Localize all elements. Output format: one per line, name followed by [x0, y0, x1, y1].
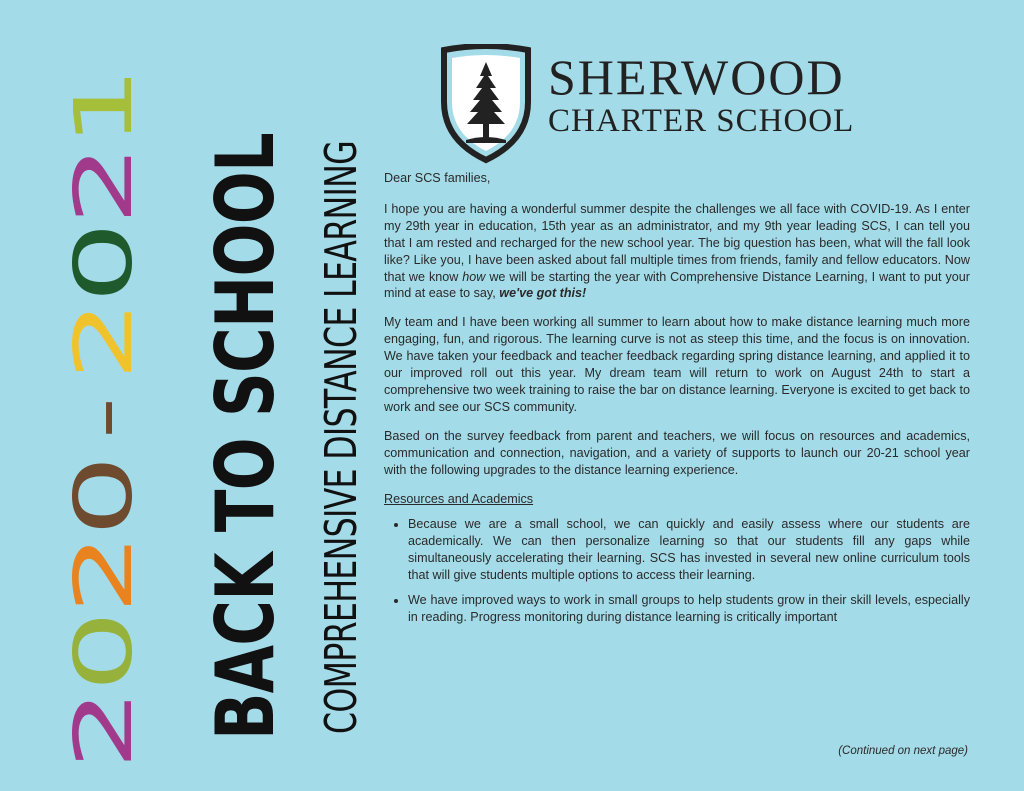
p1-text-b: we will be starting the year with Comprehensive Distance Learning, I want to put your mind at ease to say, [384, 269, 970, 301]
school-name [548, 49, 855, 140]
p1-strong-phrase: we've got this! [499, 286, 587, 301]
list-item: • Because we are a small school, we can quickly and easily assess where our students are academically. We can then personalize learning so that our students fill any gaps while simultaneously accelerating their learning. SCS has invested in several new online curriculum tools that will give students multiple options to access their learning. [408, 516, 970, 584]
year-digit: 2 [57, 143, 151, 226]
year-digit: 0 [57, 221, 151, 304]
letter-paragraph-1 [384, 201, 970, 302]
bullet-list [384, 516, 970, 625]
letter-paragraph-3: Based on the survey feedback from parent and teachers, we will focus on resources and academics, communication and connection, navigation, and a variety of supports to launch our 20-21 school year with the following upgrades to the distance learning experience. [384, 428, 970, 477]
p1-emphasis-how: how [462, 269, 486, 284]
school-name-line1: SHERWOOD [548, 49, 845, 105]
year-digit: 2 [57, 532, 151, 615]
year-digit: 0 [57, 455, 151, 537]
year-digit: 2 [57, 688, 151, 770]
list-item: • We have improved ways to work in small groups to help students grow in their skill levels, especially in reading. Progress monitoring during distance learning is critically important [408, 592, 970, 626]
section-heading-resources: Resources and Academics [384, 491, 534, 506]
year-digit: 0 [57, 610, 151, 693]
year-banner [18, 68, 198, 768]
continued-note: (Continued on next page) [838, 745, 968, 757]
back-to-school-title: BACK TO SCHOOL [199, 133, 292, 740]
letter-body [384, 170, 970, 634]
p1-text-a: I hope you are having a wonderful summer despite the challenges we all face with COVID-19. As I enter my 29th year in education, 15th year as an administrator, and my 9th year leading SCS, I can tell you that I am rested and recharged for the new school year. The big question has been, what will the fall look like? Like you, I have been asked about fall multiple times from friends, family and fellow educators. Now that we know [384, 201, 970, 284]
year-digit: 1 [57, 66, 151, 148]
letter-greeting: Dear SCS families, [384, 171, 491, 185]
letter-paragraph-2: My team and I have been working all summer to learn about how to make distance learning much more engaging, fun, and rigorous. The learning curve is not as steep this time, and the focus is on innovation. We have taken your feedback and teacher feedback regarding spring distance learning, and applied it to our improved roll out this year. My dream team will return to work on August 24th to start a comprehensive two week training to raise the bar on distance learning. Everyone is excited to get back to work and see our SCS community. [384, 315, 970, 414]
school-name-line2: CHARTER SCHOOL [548, 103, 855, 139]
distance-learning-subtitle: COMPREHENSIVE DISTANCE LEARNING [316, 141, 367, 734]
year-digit: - [60, 396, 148, 440]
pine-tree-shield-icon [436, 44, 536, 164]
year-digit: 2 [57, 299, 151, 381]
year-digits [18, 68, 198, 768]
